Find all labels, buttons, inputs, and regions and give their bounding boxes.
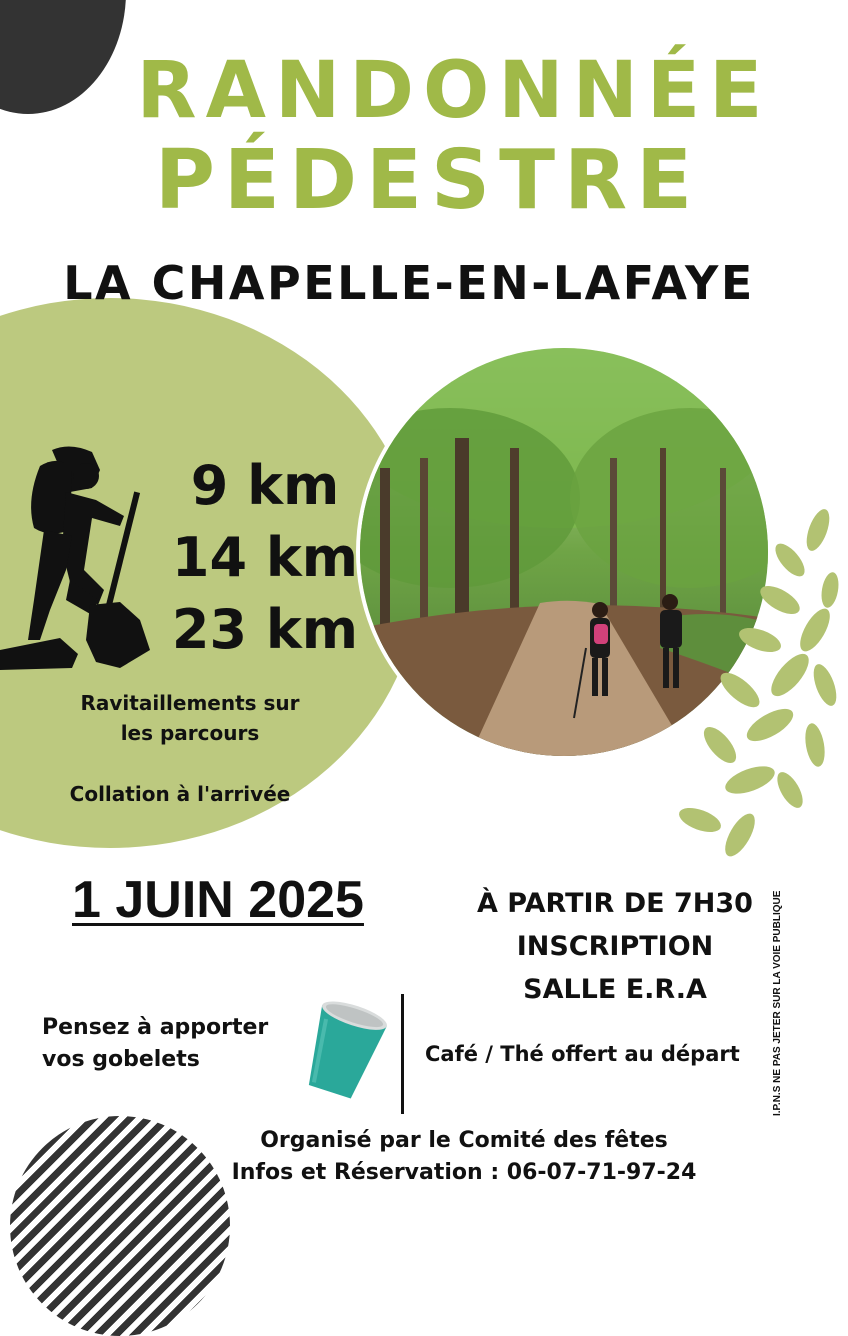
venue-name: SALLE E.R.A: [523, 974, 707, 1005]
legal-notice: I.P.N.S NE PAS JETER SUR LA VOIE PUBLIQUE: [772, 890, 783, 1116]
contact-text: Infos et Réservation : 06-07-71-97-24: [231, 1160, 697, 1185]
coffee-offer-text: Café / Thé offert au départ: [425, 1042, 740, 1066]
location-title: LA CHAPELLE-EN-LAFAYE: [63, 256, 755, 310]
supplies-text: [40, 688, 340, 748]
registration-label: INSCRIPTION: [516, 931, 714, 962]
supplies-line: les parcours: [120, 721, 260, 745]
arrival-snack-text: Collation à l'arrivée: [69, 782, 291, 806]
distance-list: [150, 450, 380, 666]
start-time: À PARTIR DE 7H30: [477, 888, 753, 919]
start-info: [440, 882, 790, 1011]
title-line-1: RANDONNÉE: [136, 46, 772, 136]
distance-item: 14 km: [171, 526, 359, 589]
event-date: 1 JUIN 2025: [72, 871, 364, 929]
distance-item: 23 km: [171, 598, 359, 661]
cup-icon: [296, 996, 392, 1100]
hiker-silhouette-icon: [0, 440, 160, 675]
distance-item: 9 km: [190, 454, 340, 517]
divider-line: [401, 994, 404, 1114]
bring-cups-line: Pensez à apporter: [42, 1015, 269, 1040]
bring-cups-text: [42, 1012, 268, 1076]
organizer-text: Organisé par le Comité des fêtes: [260, 1128, 668, 1153]
leaf-branch-icon: [640, 490, 848, 880]
bring-cups-line: vos gobelets: [42, 1047, 200, 1072]
supplies-line: Ravitaillements sur: [80, 691, 300, 715]
title-line-2: PÉDESTRE: [154, 133, 702, 228]
